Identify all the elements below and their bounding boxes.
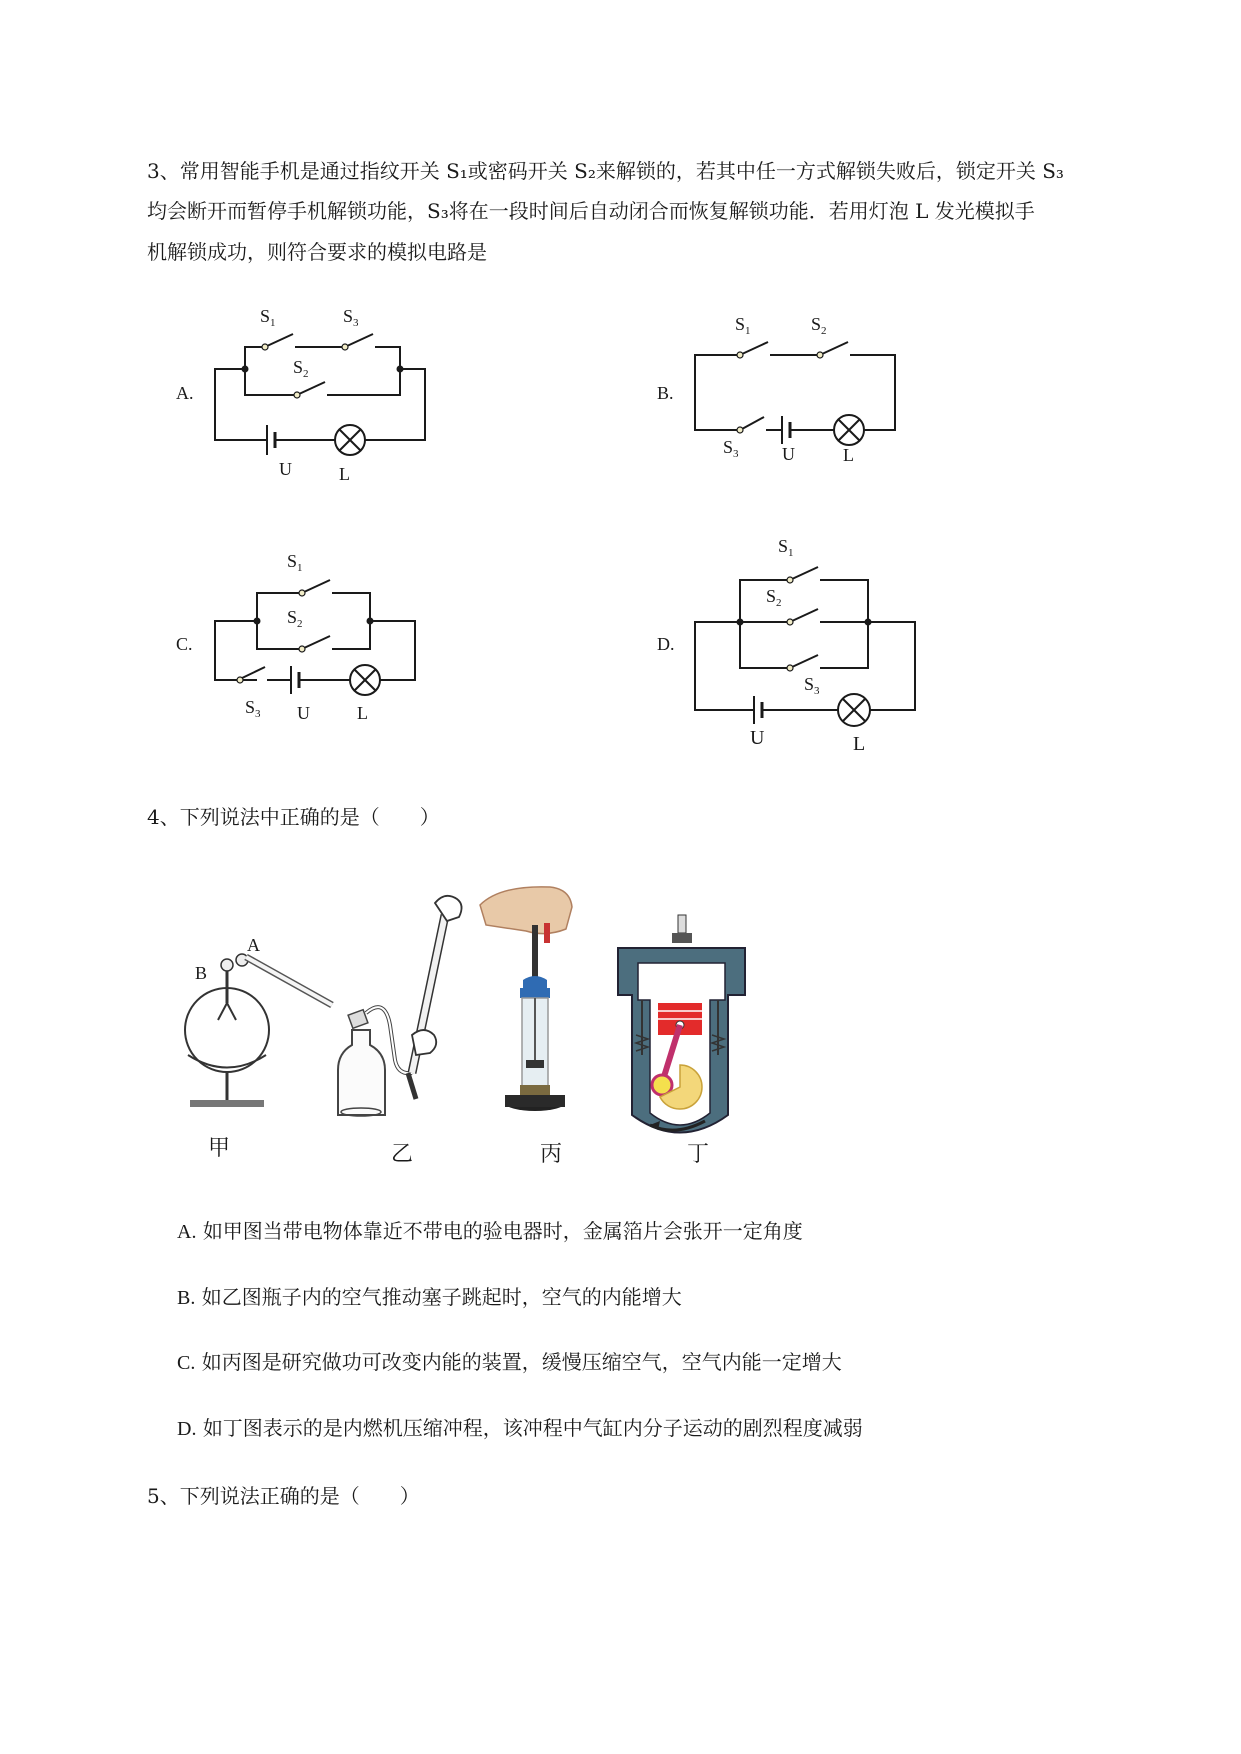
c-s3-label: $S_3$: [245, 697, 261, 720]
compression-tube-image: [480, 887, 572, 1111]
option-a-letter: A.: [176, 383, 194, 403]
d-s1-label: $S_1$: [778, 536, 794, 559]
caption-bing: 丙: [540, 1142, 563, 1167]
choice-text: 如丙图是研究做功可改变内能的装置，缓慢压缩空气，空气内能一定增大: [201, 1350, 842, 1374]
choice-letter: C.: [177, 1352, 196, 1374]
circuit-b: [690, 310, 930, 474]
caption-jia: 甲: [208, 1136, 231, 1161]
engine-image: [618, 915, 745, 1133]
choice-text: 如丁图表示的是内燃机压缩冲程，该冲程中气缸内分子运动的剧烈程度减弱: [202, 1416, 863, 1440]
caption-ding: 丁: [687, 1142, 710, 1167]
option-c-letter: C.: [176, 634, 193, 654]
q3-line-3: 机解锁成功，则符合要求的模拟电路是: [147, 240, 487, 264]
caption-yi: 乙: [391, 1142, 414, 1167]
q4-stem: 4、下列说法中正确的是（ ）: [147, 805, 440, 829]
option-b-letter: B.: [657, 383, 674, 403]
a-s1-label: $S_1$: [260, 306, 276, 329]
choice-letter: B.: [177, 1287, 196, 1309]
a-s3-label: $S_3$: [343, 306, 359, 329]
b-battery-label: U: [782, 444, 795, 464]
choice-letter: A.: [177, 1221, 197, 1243]
q4-choice-c: [177, 1350, 842, 1375]
q3-line-2: 均会断开而暂停手机解锁功能，S₃将在一段时间后自动闭合而恢复解锁功能．若用灯泡 L 发光模拟手: [147, 199, 1035, 223]
a-lamp-label: L: [339, 464, 350, 484]
c-s2-label: $S_2$: [287, 607, 303, 630]
choice-letter: D.: [177, 1418, 197, 1440]
label-b: B: [195, 963, 208, 983]
choice-text: 如甲图当带电物体靠近不带电的验电器时，金属箔片会张开一定角度: [202, 1219, 803, 1243]
c-s1-label: $S_1$: [287, 551, 303, 574]
q4-figure: [180, 885, 860, 1179]
b-lamp-label: L: [843, 445, 854, 465]
choice-text: 如乙图瓶子内的空气推动塞子跳起时，空气的内能增大: [201, 1285, 682, 1309]
b-s2-label: $S_2$: [811, 314, 827, 337]
b-s1-label: $S_1$: [735, 314, 751, 337]
d-lamp-label: L: [853, 733, 866, 755]
a-s2-label: $S_2$: [293, 357, 309, 380]
q4-choice-a: [177, 1219, 803, 1244]
d-s2-label: $S_2$: [766, 586, 782, 609]
electroscope-image: [185, 935, 332, 1107]
circuit-c: [205, 545, 445, 739]
a-battery-label: U: [279, 459, 292, 479]
q4-choice-d: [177, 1416, 863, 1441]
d-s3-label: $S_3$: [804, 674, 820, 697]
option-d-letter: D.: [657, 634, 675, 654]
d-battery-label: U: [750, 727, 765, 749]
circuit-a: [205, 300, 445, 484]
q4-choice-b: [177, 1285, 682, 1310]
q3-line-1: 3、常用智能手机是通过指纹开关 S₁或密码开关 S₂来解锁的，若其中任一方式解锁失败后，锁定开关 S₃: [147, 159, 1064, 183]
bottle-pump-image: [338, 896, 462, 1116]
b-s3-label: $S_3$: [723, 437, 739, 460]
circuit-d: [690, 530, 930, 764]
label-a: A: [247, 935, 260, 955]
q5-stem: 5、下列说法正确的是（ ）: [147, 1484, 420, 1508]
c-battery-label: U: [297, 703, 310, 723]
c-lamp-label: L: [357, 703, 368, 723]
